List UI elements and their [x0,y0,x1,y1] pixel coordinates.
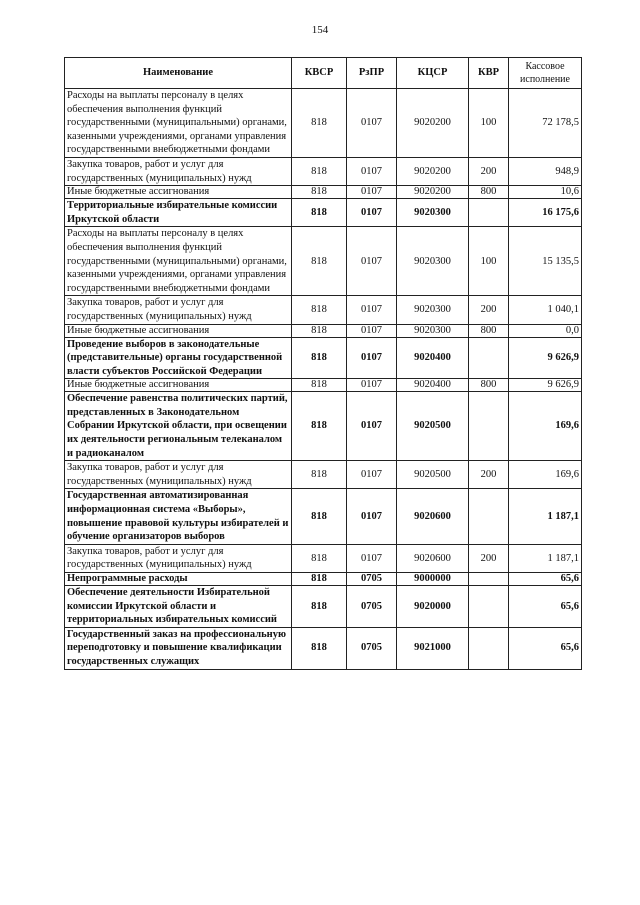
cell-kvsr: 818 [292,461,347,489]
cell-kcsr: 9020400 [397,337,469,379]
cell-amount: 15 135,5 [509,227,582,296]
header-cash-execution: Кассовое исполнение [509,58,582,89]
table-header-row [65,58,582,89]
cell-kvr: 200 [469,157,509,185]
cell-kvsr: 818 [292,296,347,324]
cell-name: Проведение выборов в законодательные (представительные) органы государственной власти субъектов Российской Федерации [65,337,292,379]
cell-kvr: 100 [469,89,509,158]
cell-kcsr: 9020200 [397,157,469,185]
table-row [65,573,582,586]
cell-kvr [469,392,509,461]
cell-kvr: 800 [469,186,509,199]
cell-kvsr: 818 [292,379,347,392]
cell-name: Иные бюджетные ассигнования [65,324,292,337]
cell-rzpr: 0705 [347,627,397,669]
cell-amount: 1 187,1 [509,544,582,572]
cell-amount: 10,6 [509,186,582,199]
table-row [65,379,582,392]
cell-kvr [469,337,509,379]
cell-rzpr: 0107 [347,296,397,324]
table-row [65,461,582,489]
table-row [65,337,582,379]
cell-rzpr: 0107 [347,461,397,489]
cell-rzpr: 0705 [347,573,397,586]
cell-kvsr: 818 [292,544,347,572]
cell-name: Обеспечение деятельности Избирательной комиссии Иркутской области и территориальных избирательных комиссий [65,586,292,628]
table-body [65,89,582,670]
cell-name: Закупка товаров, работ и услуг для государственных (муниципальных) нужд [65,544,292,572]
cell-kcsr: 9020500 [397,392,469,461]
table-row [65,489,582,544]
cell-amount: 169,6 [509,461,582,489]
header-kvsr: КВСР [292,58,347,89]
cell-rzpr: 0107 [347,392,397,461]
budget-execution-table [64,57,582,670]
cell-kvr: 200 [469,544,509,572]
cell-rzpr: 0107 [347,379,397,392]
cell-amount: 1 187,1 [509,489,582,544]
cell-kvr [469,199,509,227]
cell-amount: 169,6 [509,392,582,461]
cell-kvsr: 818 [292,573,347,586]
cell-name: Иные бюджетные ассигнования [65,379,292,392]
table-row [65,627,582,669]
cell-kvsr: 818 [292,157,347,185]
header-kvr: КВР [469,58,509,89]
cell-kvr: 200 [469,296,509,324]
cell-name: Закупка товаров, работ и услуг для государственных (муниципальных) нужд [65,157,292,185]
cell-amount: 9 626,9 [509,379,582,392]
cell-kcsr: 9020200 [397,186,469,199]
table-row [65,586,582,628]
table-row [65,186,582,199]
cell-name: Расходы на выплаты персоналу в целях обеспечения выполнения функций государственными (муниципальными) органами, казенными учреждениями, органами управления государственными внебюджетными фондами [65,89,292,158]
cell-kvr [469,489,509,544]
cell-amount: 65,6 [509,586,582,628]
table-row [65,89,582,158]
cell-amount: 65,6 [509,573,582,586]
table-row [65,157,582,185]
cell-amount: 65,6 [509,627,582,669]
cell-rzpr: 0107 [347,89,397,158]
cell-name: Государственная автоматизированная информационная система «Выборы», повышение правовой культуры избирателей и обучение организаторов выборов [65,489,292,544]
cell-kvsr: 818 [292,337,347,379]
cell-kcsr: 9020200 [397,89,469,158]
cell-kvsr: 818 [292,586,347,628]
cell-kvsr: 818 [292,489,347,544]
cell-kcsr: 9020600 [397,489,469,544]
header-rzpr: РзПР [347,58,397,89]
table-row [65,199,582,227]
cell-rzpr: 0107 [347,186,397,199]
cell-kvsr: 818 [292,627,347,669]
cell-kvr [469,573,509,586]
cell-name: Расходы на выплаты персоналу в целях обеспечения выполнения функций государственными (муниципальными) органами, казенными учреждениями, органами управления государственными внебюджетными фондами [65,227,292,296]
cell-name: Обеспечение равенства политических партий, представленных в Законодательном Собрании Иркутской области, при освещении их деятельности региональным телеканалом и радиоканалом [65,392,292,461]
cell-kcsr: 9020000 [397,586,469,628]
cell-kvr [469,586,509,628]
cell-kcsr: 9020500 [397,461,469,489]
cell-name: Иные бюджетные ассигнования [65,186,292,199]
cell-rzpr: 0705 [347,586,397,628]
cell-kvr: 800 [469,324,509,337]
cell-amount: 948,9 [509,157,582,185]
cell-kvsr: 818 [292,392,347,461]
cell-kvsr: 818 [292,89,347,158]
cell-kvsr: 818 [292,199,347,227]
cell-amount: 9 626,9 [509,337,582,379]
cell-rzpr: 0107 [347,227,397,296]
cell-rzpr: 0107 [347,489,397,544]
cell-kvr: 800 [469,379,509,392]
header-kcsr: КЦСР [397,58,469,89]
cell-kvsr: 818 [292,186,347,199]
cell-name: Закупка товаров, работ и услуг для государственных (муниципальных) нужд [65,461,292,489]
table-row [65,392,582,461]
cell-name: Территориальные избирательные комиссии Иркутской области [65,199,292,227]
cell-amount: 0,0 [509,324,582,337]
table-row [65,296,582,324]
cell-kcsr: 9020400 [397,379,469,392]
cell-rzpr: 0107 [347,157,397,185]
table-row [65,227,582,296]
cell-name: Непрограммные расходы [65,573,292,586]
header-name: Наименование [65,58,292,89]
cell-name: Государственный заказ на профессиональную переподготовку и повышение квалификации государственных служащих [65,627,292,669]
cell-rzpr: 0107 [347,324,397,337]
cell-kvr [469,627,509,669]
cell-kcsr: 9020300 [397,227,469,296]
cell-amount: 16 175,6 [509,199,582,227]
cell-kvr: 200 [469,461,509,489]
cell-kcsr: 9000000 [397,573,469,586]
cell-kcsr: 9020300 [397,199,469,227]
cell-name: Закупка товаров, работ и услуг для государственных (муниципальных) нужд [65,296,292,324]
cell-kcsr: 9021000 [397,627,469,669]
cell-rzpr: 0107 [347,544,397,572]
cell-amount: 72 178,5 [509,89,582,158]
cell-rzpr: 0107 [347,337,397,379]
cell-amount: 1 040,1 [509,296,582,324]
cell-kvr: 100 [469,227,509,296]
page-number: 154 [311,24,329,36]
cell-kvsr: 818 [292,227,347,296]
cell-kcsr: 9020300 [397,296,469,324]
cell-rzpr: 0107 [347,199,397,227]
cell-kcsr: 9020300 [397,324,469,337]
cell-kcsr: 9020600 [397,544,469,572]
cell-kvsr: 818 [292,324,347,337]
table-row [65,324,582,337]
table-row [65,544,582,572]
